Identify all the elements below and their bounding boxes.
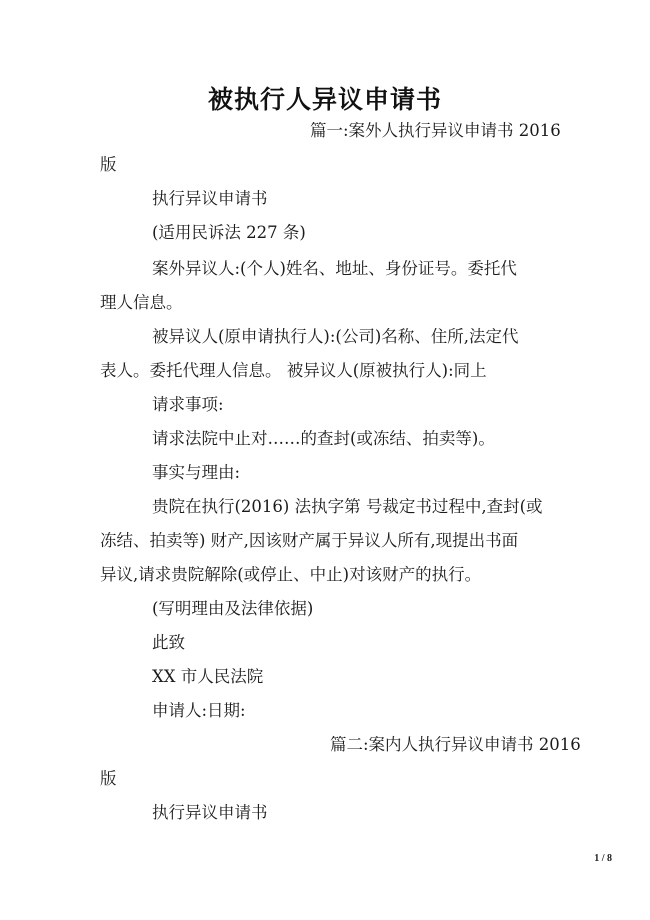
paragraph-line: 被异议人(原申请执行人):(公司)名称、住所,法定代 [152, 327, 519, 346]
request-heading: 请求事项: [152, 395, 224, 414]
section-heading-1: 篇一:案外人执行异议申请书 2016 [310, 121, 561, 140]
paragraph-line: 理人信息。 [100, 293, 183, 312]
form-title: 执行异议申请书 [152, 803, 268, 822]
section-heading-2: 篇二:案内人执行异议申请书 2016 [330, 735, 581, 754]
paragraph-line: 案外异议人:(个人)姓名、地址、身份证号。委托代 [152, 259, 517, 278]
salutation: 此致 [152, 633, 185, 652]
reason-note: (写明理由及法律依据) [152, 599, 314, 618]
document-title: 被执行人异议申请书 [207, 85, 442, 114]
request-text: 请求法院中止对……的查封(或冻结、拍卖等)。 [152, 429, 495, 448]
paragraph-line: 冻结、拍卖等) 财产,因该财产属于异议人所有,现提出书面 [100, 531, 519, 550]
section-heading-1-cont: 版 [100, 155, 117, 174]
facts-heading: 事实与理由: [152, 463, 241, 482]
form-title: 执行异议申请书 [152, 189, 268, 208]
paragraph-line: 表人。委托代理人信息。 被异议人(原被执行人):同上 [100, 361, 487, 380]
court-name: XX 市人民法院 [152, 667, 264, 686]
page-indicator: 1 / 8 [594, 853, 612, 864]
section-heading-2-cont: 版 [100, 769, 117, 788]
applicant-date: 申请人:日期: [152, 701, 246, 720]
paragraph-line: 异议,请求贵院解除(或停止、中止)对该财产的执行。 [100, 565, 482, 584]
applicable-law: (适用民诉法 227 条) [152, 223, 306, 242]
paragraph-line: 贵院在执行(2016) 法执字第 号裁定书过程中,查封(或 [152, 497, 543, 516]
